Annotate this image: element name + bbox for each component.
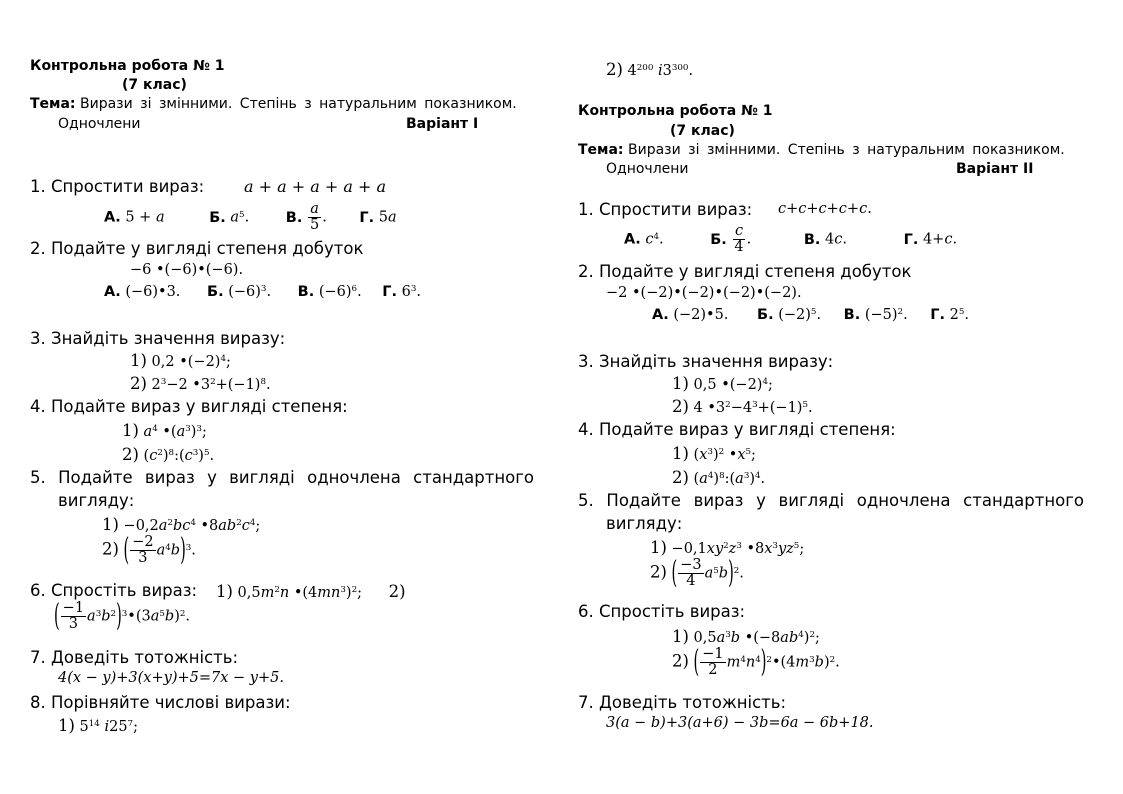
- v1-title: Контрольна робота № 1: [30, 58, 225, 74]
- v1-topic: [30, 96, 528, 112]
- v1-topic-text: Вирази зі змінними. Степінь з натуральним показником.: [80, 96, 517, 112]
- v2-topic-label: Тема:: [578, 142, 624, 158]
- v1-task-5: 5. Подайте вираз у вигляді одночлена стандартного: [30, 468, 534, 487]
- v2-task-1-options: А. $c^4$. Б. $\frac{c}{4}$ . В. 4c. Г. 4+c.: [624, 223, 958, 256]
- v2-variant: Варіант ІІ: [956, 161, 1034, 177]
- v1-task-8-2: 2) $4^{200}$ $і3^{300}$.: [606, 60, 694, 79]
- v1-task-3-2: 2) $2^3-2$ $•3^2+(-1)^8$.: [130, 374, 271, 393]
- v1-task-1-options: А. 5 + a Б. $a^5$. В. $\frac{a}{5}$ . Г. 5a: [104, 201, 397, 234]
- v1-task-6-2: ( $\frac{-1}{3}$ $a^3b^2)^3•(3a^5b)^2$.: [54, 599, 190, 634]
- v1-topic-label: Тема:: [30, 96, 76, 112]
- v1-task-4-1: 1) $a^4$ $•(a^3)^3$;: [122, 421, 207, 440]
- v2-task-4-2: 2) $(a^4)^8:(a^3)^4$.: [672, 468, 766, 487]
- v2-task-6-1: 1) $0,5a^3b$ $•(-8ab^4)^2$;: [672, 627, 820, 646]
- v2-task-2-options: А. (−2)•5. Б. $(-2)^5$. В. $(-5)^2$. Г. $2^5$.: [652, 307, 970, 323]
- v1-task-8-1: 1) $5^{14}$ $і25^7$;: [58, 716, 138, 735]
- v2-task-4: 4. Подайте вираз у вигляді степеня:: [578, 420, 896, 439]
- v2-task-5-cont: вигляду:: [606, 514, 683, 533]
- v2-task-1: 1. Спростити вираз:: [578, 200, 753, 219]
- v1-task-3-1: 1) 0,2 $•(-2)^4$;: [130, 351, 231, 370]
- v1-task-4-2: 2) $(c^2)^8:(c^3)^5$.: [122, 445, 215, 464]
- v1-variant: Варіант І: [406, 116, 479, 132]
- v2-task-5: 5. Подайте вираз у вигляді одночлена стандартного: [578, 491, 1084, 510]
- v2-topic-text: Вирази зі змінними. Степінь з натуральним показником.: [628, 142, 1065, 158]
- v1-task-5-1: $1) -0,2a^2bc^4$ $•8ab^2c^4$;: [102, 515, 261, 534]
- v2-grade: (7 клас): [670, 123, 735, 139]
- v2-task-5-2: 2) ( $\frac{-3}{4}$ $a^5b)^2$.: [650, 556, 744, 591]
- v1-task-7-expr: 4(x − y)+3(x+y)+5=7x − y+5.: [58, 670, 284, 686]
- v1-task-7: 7. Доведіть тотожність:: [30, 648, 239, 667]
- v1-task-5-2: 2) ( $\frac{-2}{3}$ $a^4b)^3$.: [102, 533, 196, 568]
- v1-task-1-expr: a + a + a + a + a: [244, 177, 387, 196]
- v2-title: Контрольна робота № 1: [578, 103, 773, 119]
- v1-task-3: 3. Знайдіть значення виразу:: [30, 329, 286, 348]
- v2-task-7-expr: 3(a − b)+3(a+6) − 3b=6a − 6b+18.: [606, 715, 874, 731]
- v1-topic-cont: Одночлени: [58, 116, 141, 132]
- v1-task-8: 8. Порівняйте числові вирази:: [30, 693, 291, 712]
- v2-task-3-1: 1) 0,5 $•(-2)^4$;: [672, 374, 773, 393]
- v2-topic-cont: Одночлени: [606, 161, 689, 177]
- v2-task-3-2: 2) 4 $•3^2-4^3+(-1)^5$.: [672, 397, 813, 416]
- v2-task-6: 6. Спростіть вираз:: [578, 602, 746, 621]
- v2-task-2-expr: −2 •(−2)•(−2)•(−2)•(−2).: [606, 285, 802, 301]
- v1-task-5-cont: вигляду:: [58, 491, 135, 510]
- v2-task-3: 3. Знайдіть значення виразу:: [578, 352, 834, 371]
- v1-task-2-expr: −6 •(−6)•(−6).: [130, 262, 244, 278]
- v2-task-5-1: $1) -0,1xy^2z^3$ $•8x^3yz^5$;: [650, 538, 805, 557]
- v1-task-6: 6. Спростіть вираз:: [30, 581, 198, 600]
- v1-task-1: 1. Спростити вираз:: [30, 177, 205, 196]
- v1-task-6-1: 1) $0,5m^2n$ $•(4mn^3)^2$; 2): [216, 582, 406, 601]
- v1-task-2: 2. Подайте у вигляді степеня добуток: [30, 239, 364, 258]
- v2-task-4-1: 1) $(x^3)^2$ $•x^5$;: [672, 444, 756, 463]
- v2-task-6-2: 2) ( $\frac{-1}{2}$ $m^4n^4)^2•(4m^3b)^2$.: [672, 645, 840, 680]
- v2-task-7: 7. Доведіть тотожність:: [578, 693, 787, 712]
- v1-task-4: 4. Подайте вираз у вигляді степеня:: [30, 397, 348, 416]
- v2-task-1-expr: c+c+c+c+c.: [778, 201, 872, 217]
- v2-task-2: 2. Подайте у вигляді степеня добуток: [578, 262, 912, 281]
- v2-topic: [578, 142, 1082, 158]
- v1-grade: (7 клас): [122, 77, 187, 93]
- v1-task-2-options: А. (−6)•3. Б. $(-6)^3$. В. $(-6)^6$. Г. $6^3$.: [104, 284, 422, 300]
